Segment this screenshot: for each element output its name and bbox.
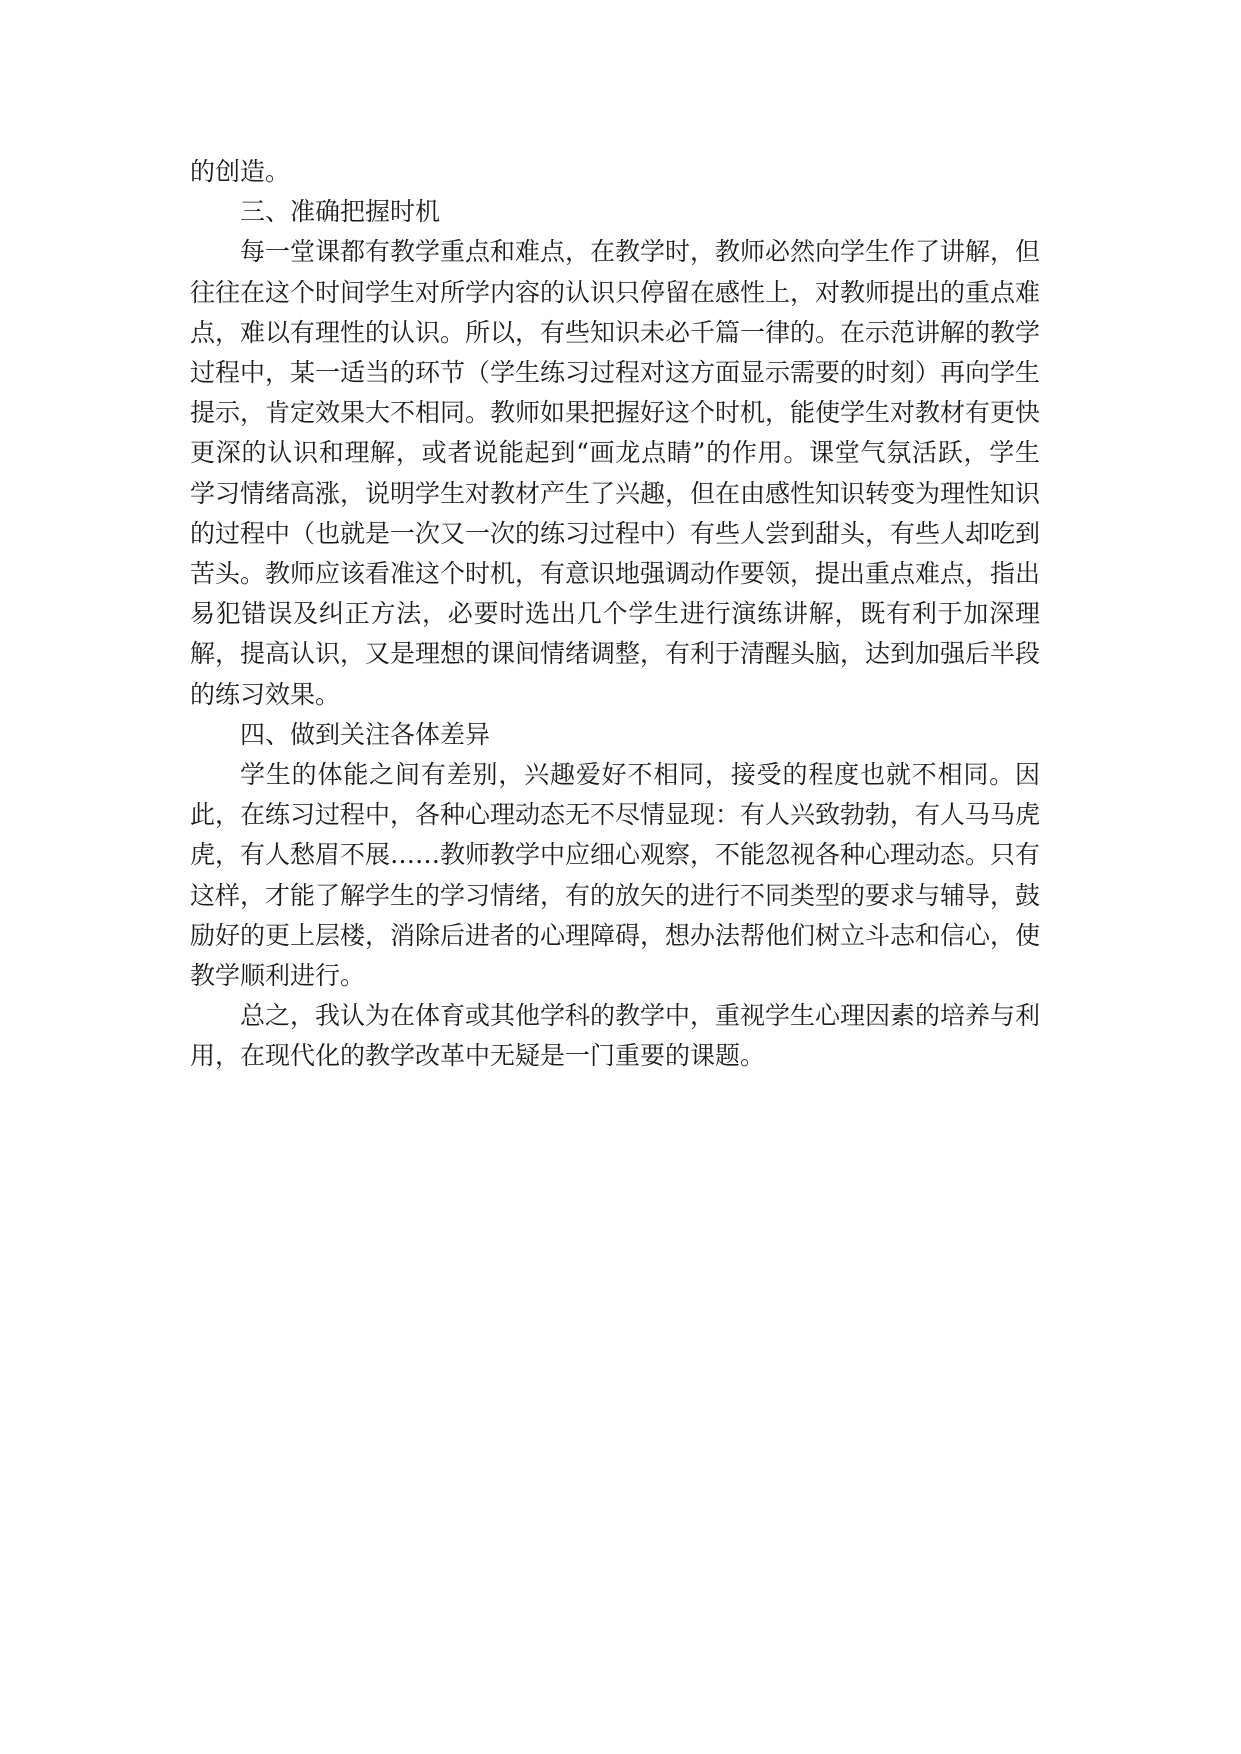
paragraph-conclusion: 总之，我认为在体育或其他学科的教学中，重视学生心理因素的培养与利用，在现代化的教学改革中无疑是一门重要的课题。	[190, 1001, 1041, 1071]
paragraph-individual-differences: 学生的体能之间有差别，兴趣爱好不相同，接受的程度也就不相同。因此，在练习过程中，各种心理动态无不尽情显现：有人兴致勃勃，有人马马虎虎，有人愁眉不展……教师教学中应细心观察，不能忽视各种心理动态。只有这样，才能了解学生的学习情绪，有的放矢的进行不同类型的要求与辅导，鼓励好的更上层楼，消除后进者的心理障碍，想办法帮他们树立斗志和信心，使教学顺利进行。	[190, 760, 1041, 991]
section-heading-3: 三、准确把握时机	[240, 197, 441, 227]
paragraph-timing: 每一堂课都有教学重点和难点，在教学时，教师必然向学生作了讲解，但往往在这个时间学生对所学内容的认识只停留在感性上，对教师提出的重点难点，难以有理性的认识。所以，有些知识未必千篇一律的。在示范讲解的教学过程中，某一适当的环节（学生练习过程对这方面显示需要的时刻）再向学生提示，肯定效果大不相同。教师如果把握好这个时机，能使学生对教材有更快更深的认识和理解，或者说能起到“画龙点睛”的作用。课堂气氛活跃，学生学习情绪高涨，说明学生对教材产生了兴趣，但在由感性知识转变为理性知识的过程中（也就是一次又一次的练习过程中）有些人尝到甜头，有些人却吃到苦头。教师应该看准这个时机，有意识地强调动作要领，提出重点难点，指出易犯错误及纠正方法，必要时选出几个学生进行演练讲解，既有利于加深理解，提高认识，又是理想的课间情绪调整，有利于清醒头脑，达到加强后半段的练习效果。	[190, 237, 1041, 709]
document-body	[190, 152, 1040, 1077]
section-heading-4: 四、做到关注各体差异	[240, 719, 491, 749]
paragraph-continuation: 的创造。	[190, 157, 291, 186]
